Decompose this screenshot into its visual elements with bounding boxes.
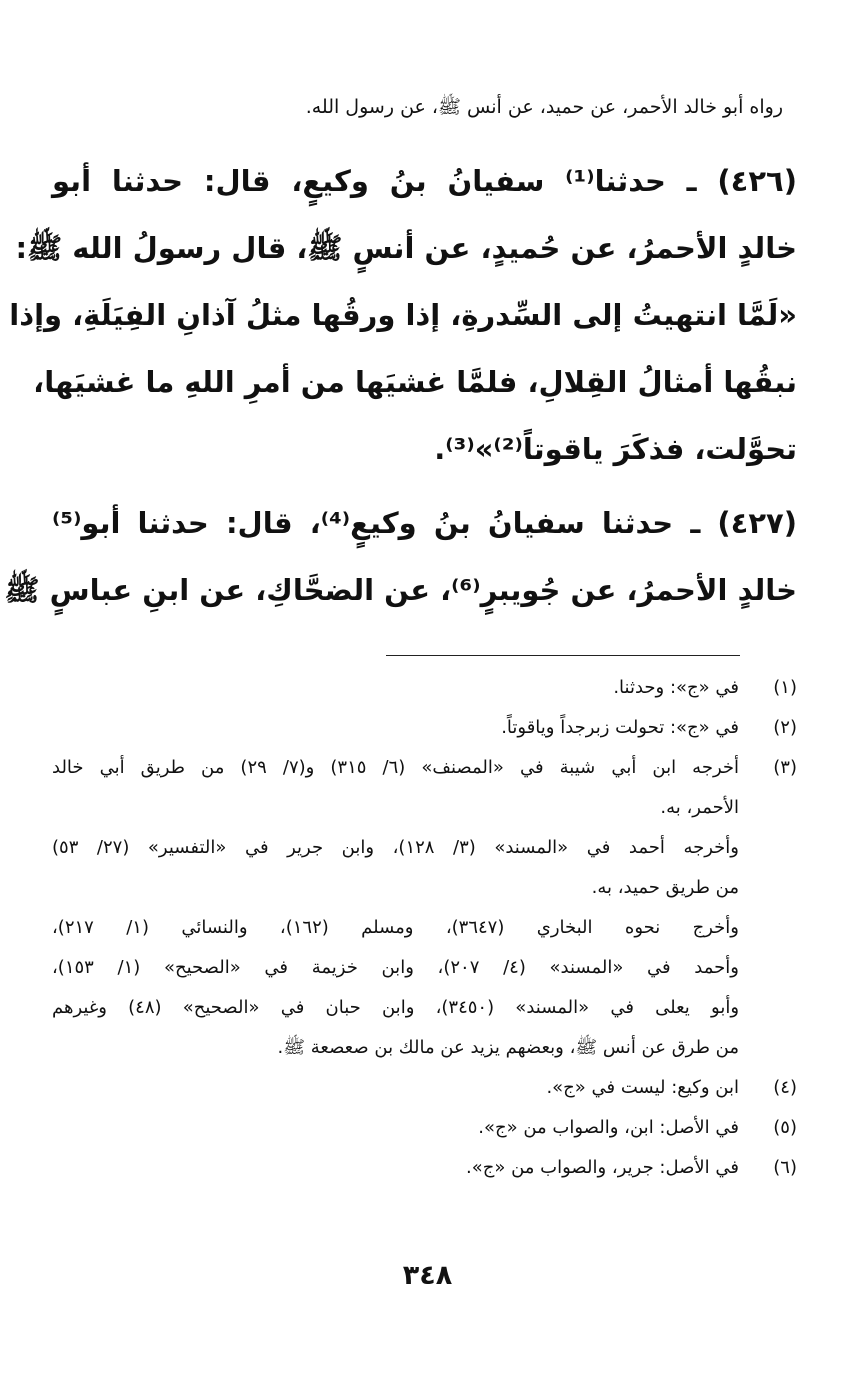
footnotes [52, 668, 797, 1188]
footnote-number: (٢) [773, 717, 797, 738]
footnote-text: في «ج»: تحولت زبرجداً وياقوتاً. [501, 717, 739, 738]
hadith-426-line: نبقُها أمثالُ القِلالِ، فلمَّا غشيَها من أمرِ اللهِ ما غشيَها، [33, 365, 797, 399]
hadith-426 [9, 148, 797, 483]
footnote-3 [52, 748, 797, 1068]
footnote-5 [52, 1108, 797, 1148]
footnote-text: وأبو يعلى في «المسند» (٣٤٥٠)، وابن حبان في «الصحيح» (٤٨) وغيرهم [52, 997, 740, 1018]
hadith-427-line: خالدٍ الأحمرُ، عن جُويبرٍ⁽⁶⁾، عن الضحَّاكِ، عن ابنِ عباسٍ ﷺ [4, 573, 797, 607]
footnote-text: وأخرج نحوه البخاري (٣٦٤٧)، ومسلم (١٦٢)، والنسائي (١/ ٢١٧)، [52, 917, 739, 938]
footnote-text: من طرق عن أنس ﷺ، وبعضهم يزيد عن مالك بن صعصعة ﷺ. [277, 1037, 739, 1058]
footnote-number: (٥) [773, 1117, 797, 1138]
page-number: ٣٤٨ [402, 1260, 453, 1291]
footnote-2 [52, 708, 797, 748]
footnote-number: (٣) [773, 757, 797, 778]
hadith-426-line: خالدٍ الأحمرُ، عن حُميدٍ، عن أنسٍ ﷺ، قال رسولُ الله ﷺ: [15, 231, 797, 265]
hadith-426-line: «لَمَّا انتهيتُ إلى السِّدرةِ، إذا ورقُها مثلُ آذانِ الفِيَلَةِ، وإذا [9, 298, 797, 332]
footnote-1 [52, 668, 797, 708]
footnote-6 [52, 1148, 797, 1188]
hadith-427 [4, 490, 797, 624]
footnote-text: أخرجه ابن أبي شيبة في «المصنف» (٦/ ٣١٥) و(٧/ ٢٩) من طريق أبي خالد [52, 757, 740, 778]
footnote-text: الأحمر، به. [660, 797, 739, 818]
footnote-number: (٦) [773, 1157, 797, 1178]
footnote-4 [52, 1068, 797, 1108]
hadith-426-line: (٤٢٦) ـ حدثنا⁽¹⁾ سفيانُ بنُ وكيعٍ، قال: حدثنا أبو [52, 164, 797, 198]
footnote-text: ابن وكيع: ليست في «ج». [546, 1077, 739, 1098]
footnote-text: في الأصل: جرير، والصواب من «ج». [465, 1157, 739, 1178]
footnote-divider [386, 655, 740, 656]
footnote-text: في «ج»: وحدثنا. [613, 677, 739, 698]
footnote-text: في الأصل: ابن، والصواب من «ج». [478, 1117, 739, 1138]
hadith-426-line: تحوَّلت، فذكَرَ ياقوتاً⁽²⁾»⁽³⁾. [434, 432, 797, 466]
footnote-text: وأخرجه أحمد في «المسند» (٣/ ١٢٨)، وابن جرير في «التفسير» (٢٧/ ٥٣) [52, 837, 739, 858]
hadith-427-line: (٤٢٧) ـ حدثنا سفيانُ بنُ وكيعٍ⁽⁴⁾، قال: حدثنا أبو⁽⁵⁾ [52, 506, 797, 540]
footnote-text: وأحمد في «المسند» (٤/ ٢٠٧)، وابن خزيمة في «الصحيح» (١/ ١٥٣)، [52, 957, 739, 978]
footnote-number: (١) [773, 677, 797, 698]
footnote-text: من طريق حميد، به. [591, 877, 739, 898]
intro-line: رواه أبو خالد الأحمر، عن حميد، عن أنس ﷺ، عن رسول الله. [305, 96, 783, 118]
footnote-number: (٤) [773, 1077, 797, 1098]
